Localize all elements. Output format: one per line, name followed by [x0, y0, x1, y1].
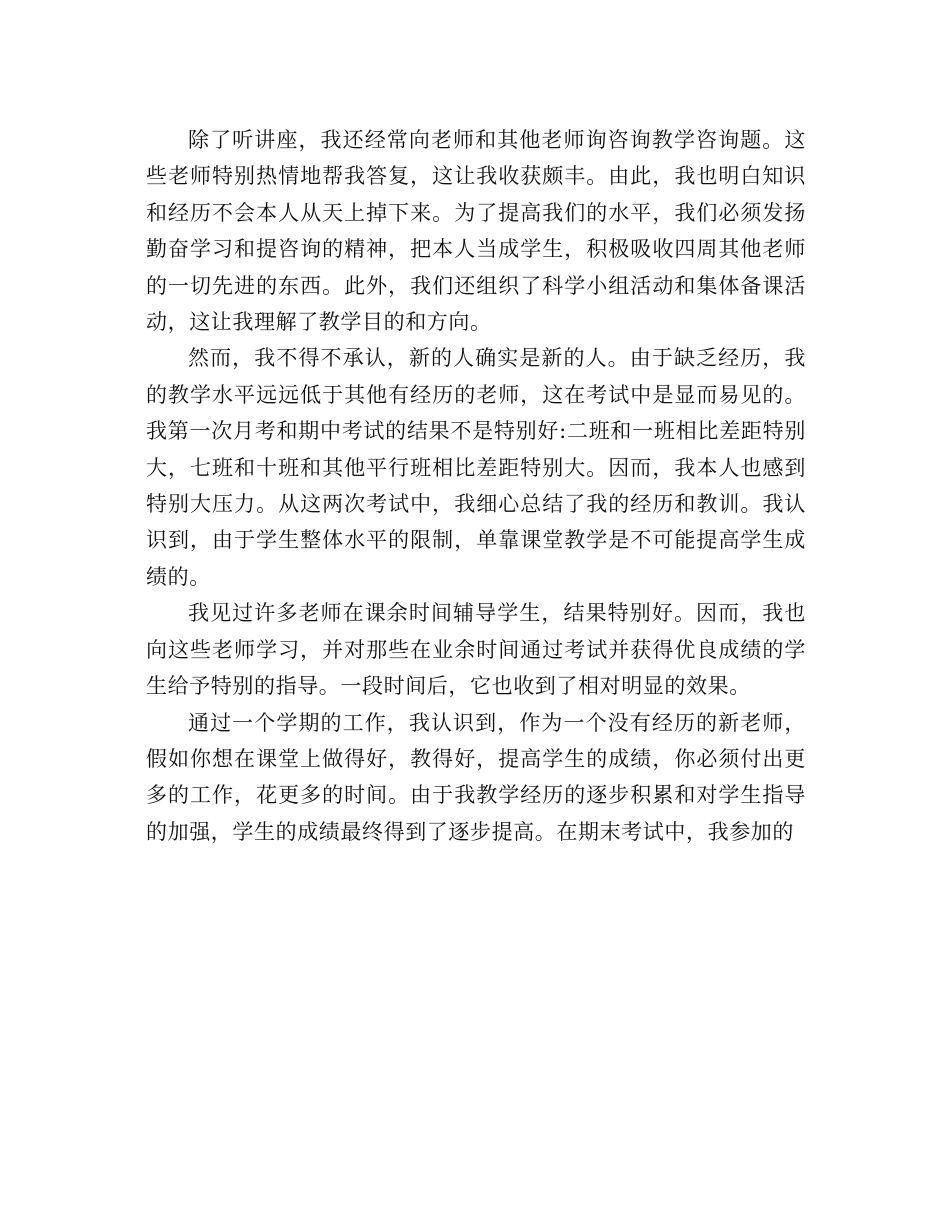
paragraph-3: 我见过许多老师在课余时间辅导学生，结果特别好。因而，我也向这些老师学习，并对那些在业余时间通过考试并获得优良成绩的学生给予特别的指导。一段时间后，它也收到了相对明显的效果。: [146, 601, 806, 699]
paragraph-4: 通过一个学期的工作，我认识到，作为一个没有经历的新老师，假如你想在课堂上做得好，教得好，提高学生的成绩，你必须付出更多的工作，花更多的时间。由于我教学经历的逐步积累和对学生指导的加强，学生的成绩最终得到了逐步提高。在期末考试中，我参加的: [146, 710, 806, 844]
paragraph-1: 除了听讲座，我还经常向老师和其他老师询咨询教学咨询题。这些老师特别热情地帮我答复，这让我收获颇丰。由此，我也明白知识和经历不会本人从天上掉下来。为了提高我们的水平，我们必须发扬勤奋学习和提咨询的精神，把本人当成学生，积极吸收四周其他老师的一切先进的东西。此外，我们还组织了科学小组活动和集体备课活动，这让我理解了教学目的和方向。: [146, 128, 806, 335]
document-body: [146, 122, 806, 850]
paragraph-2: 然而，我不得不承认，新的人确实是新的人。由于缺乏经历，我的教学水平远远低于其他有经历的老师，这在考试中是显而易见的。我第一次月考和期中考试的结果不是特别好:二班和一班相比差距特别大，七班和十班和其他平行班相比差距特别大。因而，我本人也感到特别大压力。从这两次考试中，我细心总结了我的经历和教训。我认识到，由于学生整体水平的限制，单靠课堂教学是不可能提高学生成绩的。: [146, 346, 806, 589]
